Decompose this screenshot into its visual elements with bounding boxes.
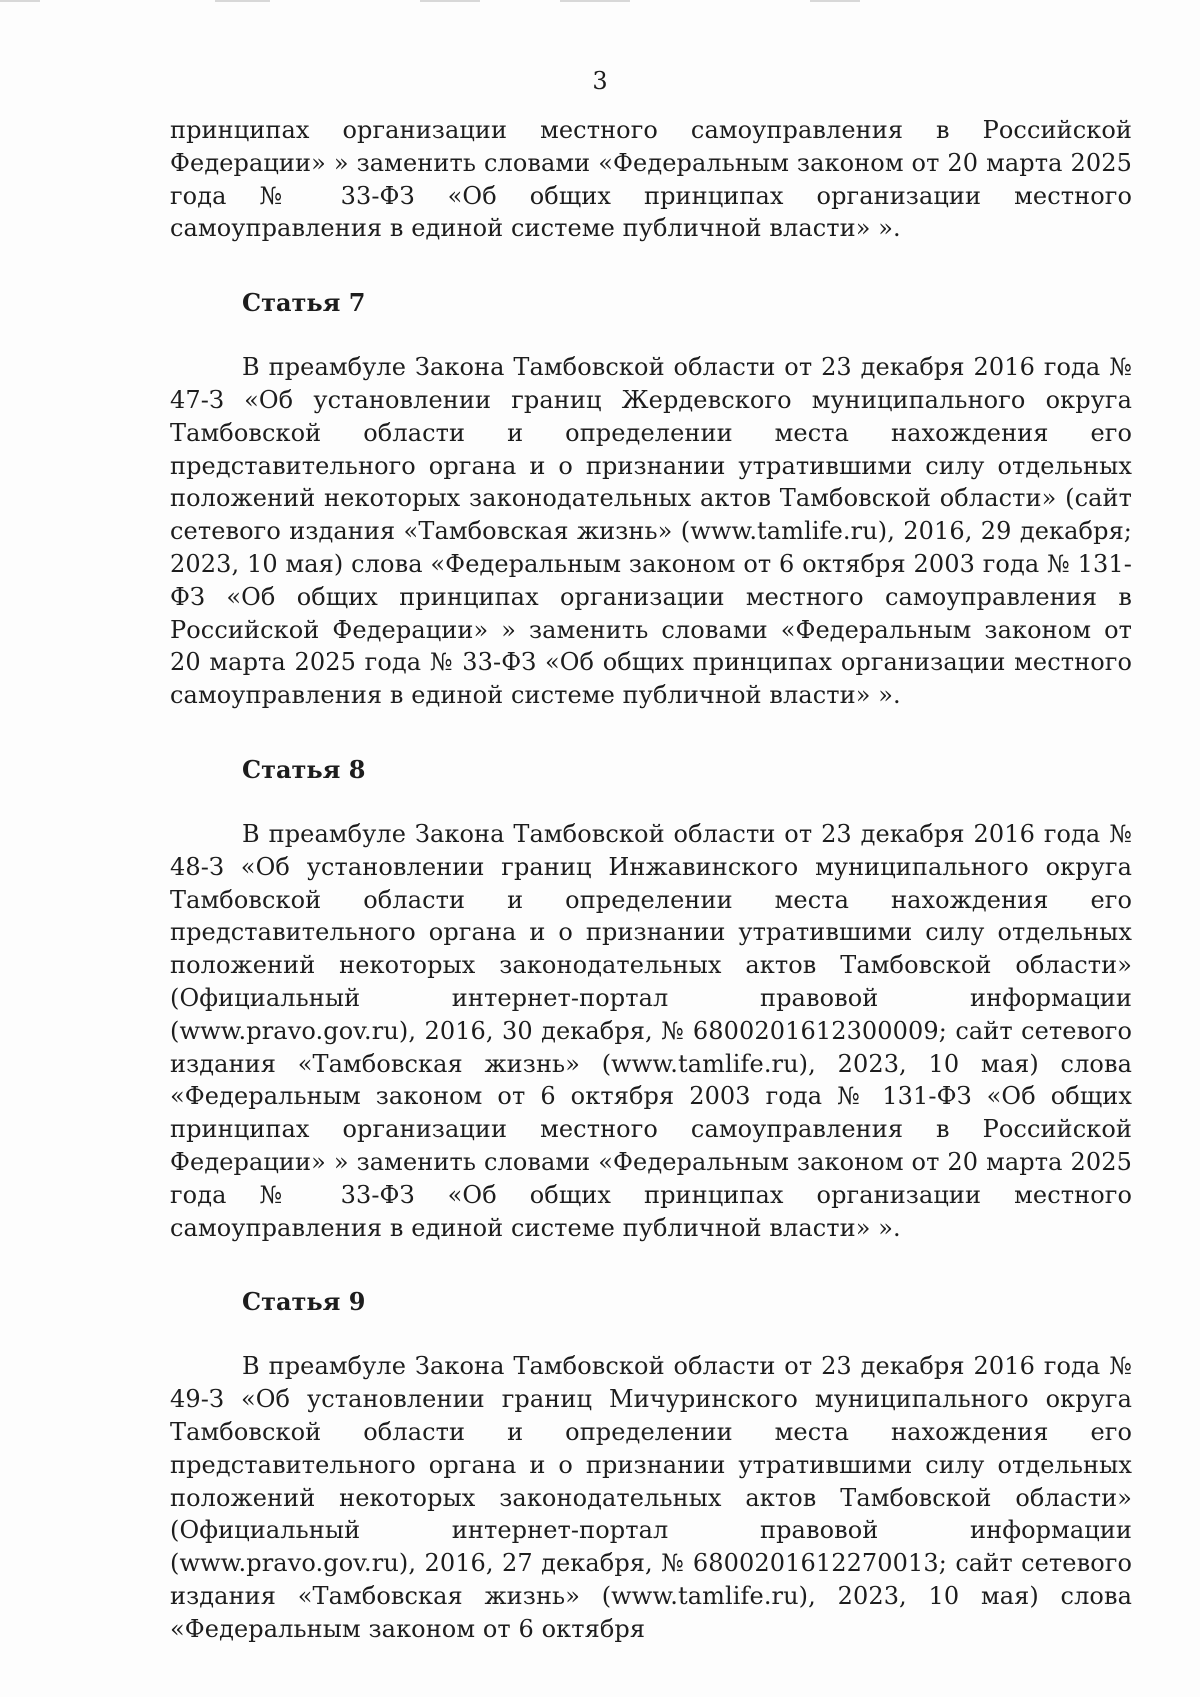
scan-artifact <box>0 0 40 2</box>
scan-artifact <box>420 0 480 2</box>
article-heading: Статья 7 <box>242 288 366 318</box>
spacer <box>170 245 1132 287</box>
scan-artifact <box>810 0 860 2</box>
spacer <box>170 1318 1132 1350</box>
scan-artifact <box>560 0 630 2</box>
article-text: В преамбуле Закона Тамбовской области от 23 декабря 2016 года № 48-З «Об установлении границ Инжавинского муниципального округа Тамбовской области и определении места нахождения его представительного органа и о признании утратившими силу отдельных положений некоторых законодательных актов Тамбовской области» (Официальный интернет-портал правовой информации (www.pravo.gov.ru), 2016, 30 декабря, № 6800201612300009; сайт сетевого издания «Тамбовская жизнь» (www.tamlife.ru), 2023, 10 мая) слова «Федеральным законом от 6 октября 2003 года № 131-ФЗ «Об общих принципах организации местного самоуправления в Российской Федерации» » заменить словами «Федеральным законом от 20 марта 2025 года № 33-ФЗ «Об общих принципах организации местного самоуправления в единой системе публичной власти» ». <box>170 819 1132 1242</box>
spacer <box>170 786 1132 818</box>
document-body <box>170 114 1132 1645</box>
article-heading: Статья 8 <box>242 754 366 784</box>
scan-artifact <box>215 0 270 2</box>
spacer <box>170 1244 1132 1286</box>
article-text: В преамбуле Закона Тамбовской области от 23 декабря 2016 года № 47-З «Об установлении границ Жердевского муниципального округа Тамбовской области и определении места нахождения его представительного органа и о признании утратившими силу отдельных положений некоторых законодательных актов Тамбовской области» (сайт сетевого издания «Тамбовская жизнь» (www.tamlife.ru), 2016, 29 декабря; 2023, 10 мая) слова «Федеральным законом от 6 октября 2003 года № 131-ФЗ «Об общих принципах организации местного самоуправления в Российской Федерации» » заменить словами «Федеральным законом от 20 марта 2025 года № 33-ФЗ «Об общих принципах организации местного самоуправления в единой системе публичной власти» ». <box>170 353 1132 710</box>
intro-paragraph: принципах организации местного самоуправления в Российской Федерации» » заменить словами «Федеральным законом от 20 марта 2025 года № 33-ФЗ «Об общих принципах организации местного самоуправления в единой системе публичной власти» ». <box>170 116 1132 243</box>
page-number: 3 <box>592 67 608 95</box>
spacer <box>170 712 1132 754</box>
spacer <box>170 319 1132 351</box>
article-text: В преамбуле Закона Тамбовской области от 23 декабря 2016 года № 49-З «Об установлении границ Мичуринского муниципального округа Тамбовской области и определении места нахождения его представительного органа и о признании утратившими силу отдельных положений некоторых законодательных актов Тамбовской области» (Официальный интернет-портал правовой информации (www.pravo.gov.ru), 2016, 27 декабря, № 6800201612270013; сайт сетевого издания «Тамбовская жизнь» (www.tamlife.ru), 2023, 10 мая) слова «Федеральным законом от 6 октября <box>170 1352 1132 1643</box>
article-heading: Статья 9 <box>242 1287 366 1317</box>
